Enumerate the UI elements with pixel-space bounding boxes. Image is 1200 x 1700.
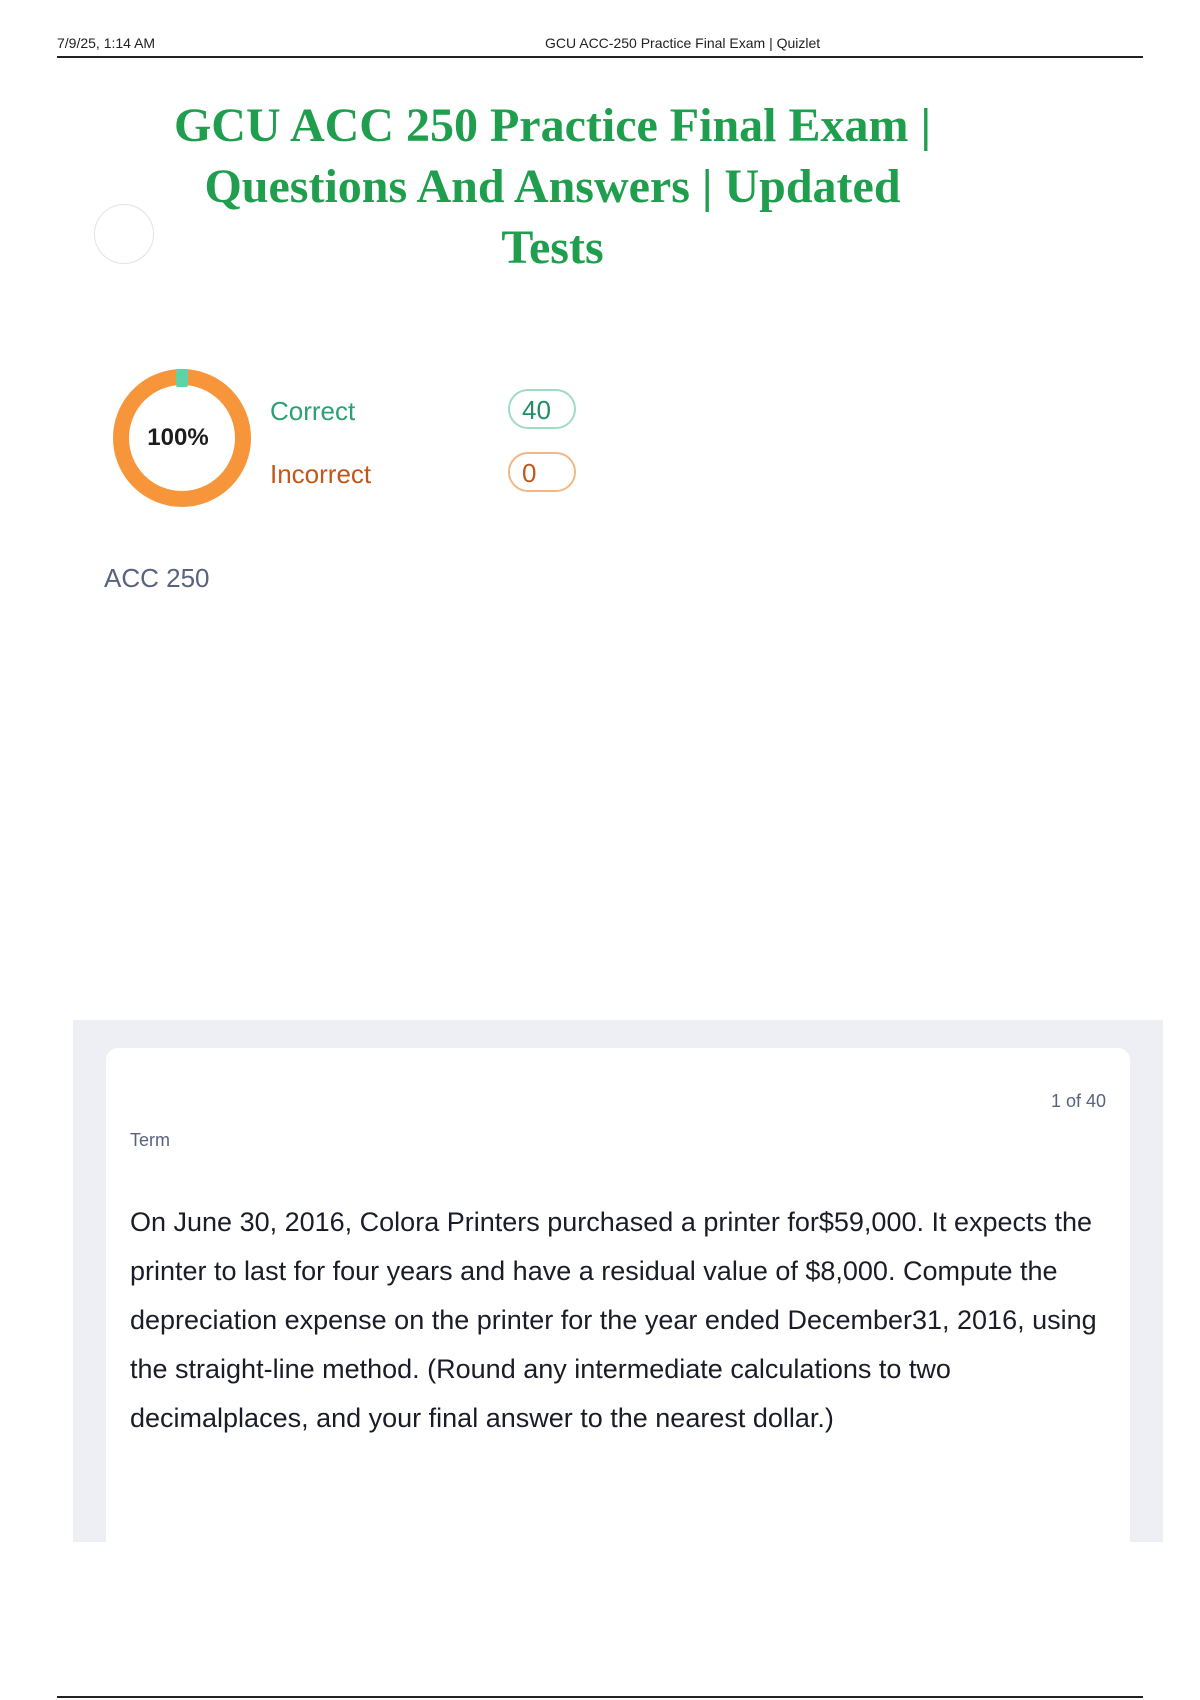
- card-term-text: On June 30, 2016, Colora Printers purchased a printer for$59,000. It expects the printer to last for four years and have a residual value of $8,000. Compute the depreciation expense on the printer for the year ended December31, 2016, using the straight-line method. (Round any intermediate calculations to two decimalplaces, and your final answer to the nearest dollar.): [130, 1207, 1097, 1433]
- print-page-title: GCU ACC-250 Practice Final Exam | Quizlet: [545, 35, 821, 51]
- course-label: ACC 250: [104, 563, 210, 593]
- avatar: [94, 204, 154, 264]
- document-title-line: GCU ACC 250 Practice Final Exam |: [173, 99, 932, 152]
- flashcard-area: [73, 1020, 1163, 1542]
- print-date: 7/9/25, 1:14 AM: [57, 35, 156, 51]
- card-counter: 1 of 40: [1050, 1091, 1106, 1111]
- document-title-line: Questions And Answers | Updated: [204, 160, 901, 213]
- print-header: [57, 30, 1143, 58]
- card-side-label: Term: [130, 1130, 170, 1150]
- flashcard[interactable]: [106, 1048, 1130, 1542]
- score-ring-marker: [176, 369, 188, 387]
- document-title: [110, 95, 995, 278]
- correct-count-badge[interactable]: 40: [508, 389, 576, 429]
- incorrect-label: Incorrect: [270, 459, 372, 489]
- incorrect-count-badge[interactable]: 0: [508, 452, 576, 492]
- correct-label: Correct: [270, 396, 356, 426]
- score-percent: 100%: [147, 424, 209, 451]
- document-title-line: Tests: [501, 221, 604, 274]
- footer-divider: [57, 1696, 1143, 1698]
